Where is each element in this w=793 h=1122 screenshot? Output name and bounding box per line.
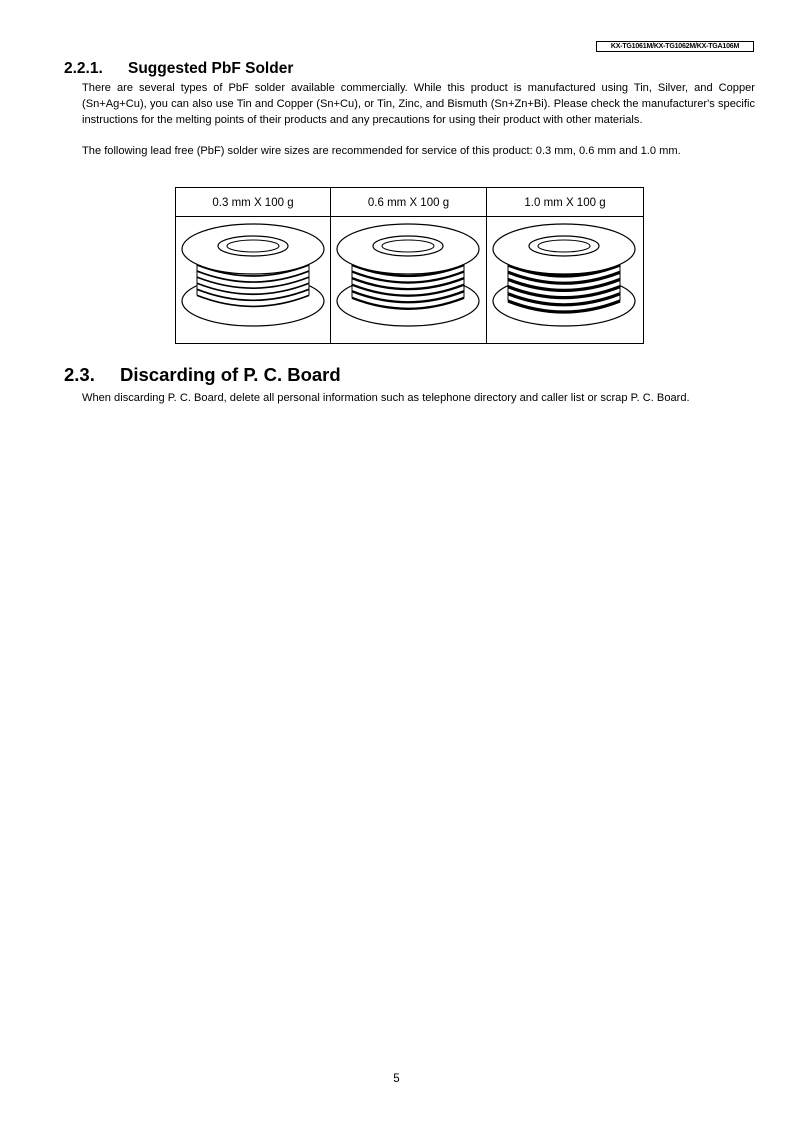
section-title: Discarding of P. C. Board (120, 364, 341, 385)
solder-spool-icon (331, 217, 487, 343)
section-2-3-heading (64, 364, 341, 386)
page-number: 5 (393, 1073, 400, 1085)
model-number-header: KX-TG1061M/KX-TG1062M/KX-TGA106M (596, 41, 754, 52)
spool-center-hole (373, 236, 443, 256)
solder-cell-0-6mm (331, 188, 487, 343)
section-2-2-1-heading (64, 60, 293, 78)
solder-intro-paragraph: There are several types of PbF solder available commercially. While this product is manufactured using Tin, Silver, and Copper (Sn+Ag+Cu), you can also use Tin and Copper (Sn+Cu), or Tin, Zinc, and Bismuth (Sn+Zn+Bi). Please check the manufacturer's specific instructions for the melting points of their products and any precautions for using their product with other materials. (82, 82, 755, 126)
solder-cell-0-3mm (176, 188, 331, 343)
solder-sizes-paragraph: The following lead free (PbF) solder wire sizes are recommended for service of this product: 0.3 mm, 0.6 mm and 1.0 mm. (82, 145, 681, 157)
solder-wire-table (175, 187, 644, 344)
section-number: 2.3. (64, 364, 95, 385)
solder-size-label: 0.3 mm X 100 g (176, 188, 330, 217)
spool-center-hole (218, 236, 288, 256)
solder-spool-icon (487, 217, 643, 343)
solder-size-label: 1.0 mm X 100 g (487, 188, 643, 217)
spool-center-hole (529, 236, 599, 256)
solder-cell-1-0mm (487, 188, 643, 343)
solder-spool-icon (176, 217, 331, 343)
section-number: 2.2.1. (64, 60, 103, 77)
solder-size-label: 0.6 mm X 100 g (331, 188, 486, 217)
section-title: Suggested PbF Solder (128, 60, 294, 77)
discard-pcb-paragraph: When discarding P. C. Board, delete all personal information such as telephone directory and caller list or scrap P. C. Board. (82, 392, 690, 404)
